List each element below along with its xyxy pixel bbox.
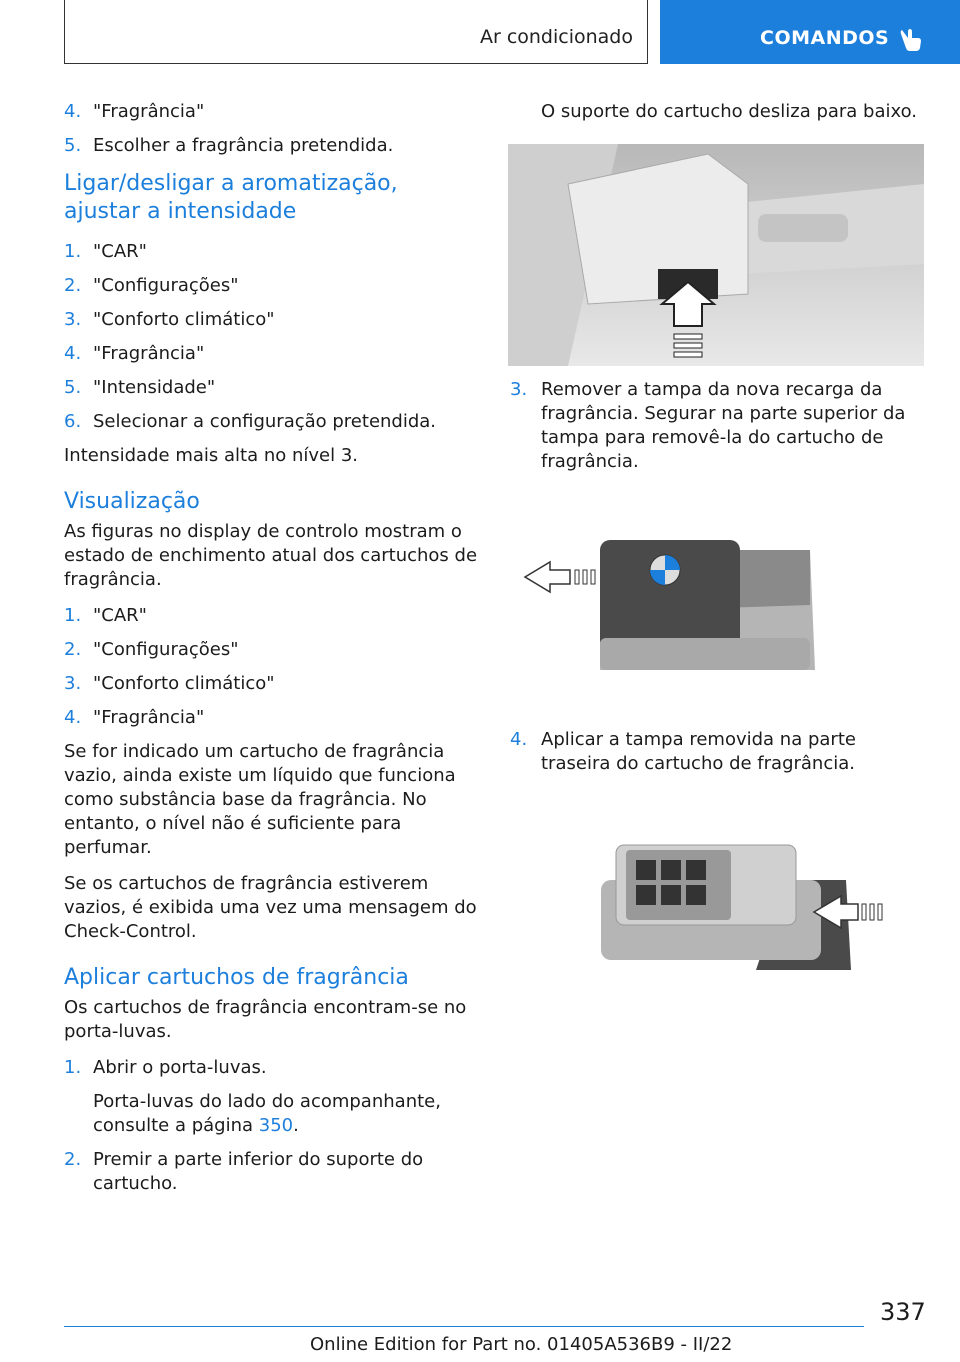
list-item: 3. Remover a tampa da nova recarga da fragrância. Segurar na parte superior da tampa para removê-la do cartucho de fragrância. bbox=[510, 379, 906, 472]
list-item: 3. "Conforto climático" bbox=[64, 309, 275, 330]
header-section: Ar condicionado bbox=[479, 26, 633, 48]
page-number: 337 bbox=[880, 1298, 926, 1326]
pointing-hand-icon bbox=[898, 26, 924, 54]
step-note: Porta-luvas do lado do acompanhante, consulte a página 350. bbox=[93, 1091, 441, 1136]
heading-intensity: Ligar/desligar a aromatização, ajustar a intensidade bbox=[64, 171, 398, 224]
list-item: 2. Premir a parte inferior do suporte do cartucho. bbox=[64, 1149, 424, 1194]
right-column bbox=[510, 100, 926, 136]
paragraph-glove-box: Os cartuchos de fragrância encontram-se no porta-luvas. bbox=[64, 997, 467, 1042]
paragraph-check-control: Se os cartuchos de fragrância estiverem vazios, é exibida uma vez uma mensagem do Check-Control. bbox=[64, 873, 477, 942]
list-item: 5. Escolher a fragrância pretendida. bbox=[64, 135, 394, 156]
cartridge-cap-removal-photo bbox=[510, 520, 820, 680]
list-item: 1. "CAR" bbox=[64, 241, 147, 262]
paragraph-slides-down: O suporte do cartucho desliza para baixo. bbox=[541, 101, 918, 122]
paragraph-visualization: As figuras no display de controlo mostram o estado de enchimento atual dos cartuchos de fragrância. bbox=[64, 521, 478, 590]
page-link[interactable]: 350 bbox=[258, 1115, 294, 1136]
list-item: 4. "Fragrância" bbox=[64, 101, 205, 122]
header-chapter-tab[interactable] bbox=[660, 0, 960, 64]
list-item: 1. "CAR" bbox=[64, 605, 147, 626]
list-item: 2. "Configurações" bbox=[64, 639, 239, 660]
cap-apply-photo bbox=[596, 840, 896, 980]
header-section-box bbox=[64, 0, 648, 64]
paragraph-intensity: Intensidade mais alta no nível 3. bbox=[64, 445, 358, 466]
list-item: 4. "Fragrância" bbox=[64, 707, 205, 728]
list-item: 6. Selecionar a configuração pretendida. bbox=[64, 411, 437, 432]
paragraph-empty-indicated: Se for indicado um cartucho de fragrância vazio, ainda existe um líquido que funciona como substância base da fragrância. No entanto, o nível não é suficiente para perfumar. bbox=[64, 741, 456, 858]
heading-visualization: Visualização bbox=[64, 489, 200, 514]
list-item: 3. "Conforto climático" bbox=[64, 673, 275, 694]
edition-label: Online Edition for Part no. 01405A536B9 - II/22 bbox=[310, 1334, 733, 1355]
list-item: 4. "Fragrância" bbox=[64, 343, 205, 364]
list-item: 1. Abrir o porta-luvas. bbox=[64, 1057, 267, 1078]
left-column bbox=[64, 100, 480, 1206]
step4-block bbox=[510, 728, 926, 786]
list-item: 5. "Intensidade" bbox=[64, 377, 216, 398]
heading-apply-cartridges: Aplicar cartuchos de fragrância bbox=[64, 965, 409, 990]
list-item: 4. Aplicar a tampa removida na parte traseira do cartucho de fragrância. bbox=[510, 729, 856, 774]
footer-divider bbox=[64, 1326, 864, 1327]
header-chapter: COMANDOS bbox=[760, 27, 890, 49]
step3-block bbox=[510, 378, 926, 484]
list-item: 2. "Configurações" bbox=[64, 275, 239, 296]
glove-box-photo bbox=[508, 144, 924, 366]
